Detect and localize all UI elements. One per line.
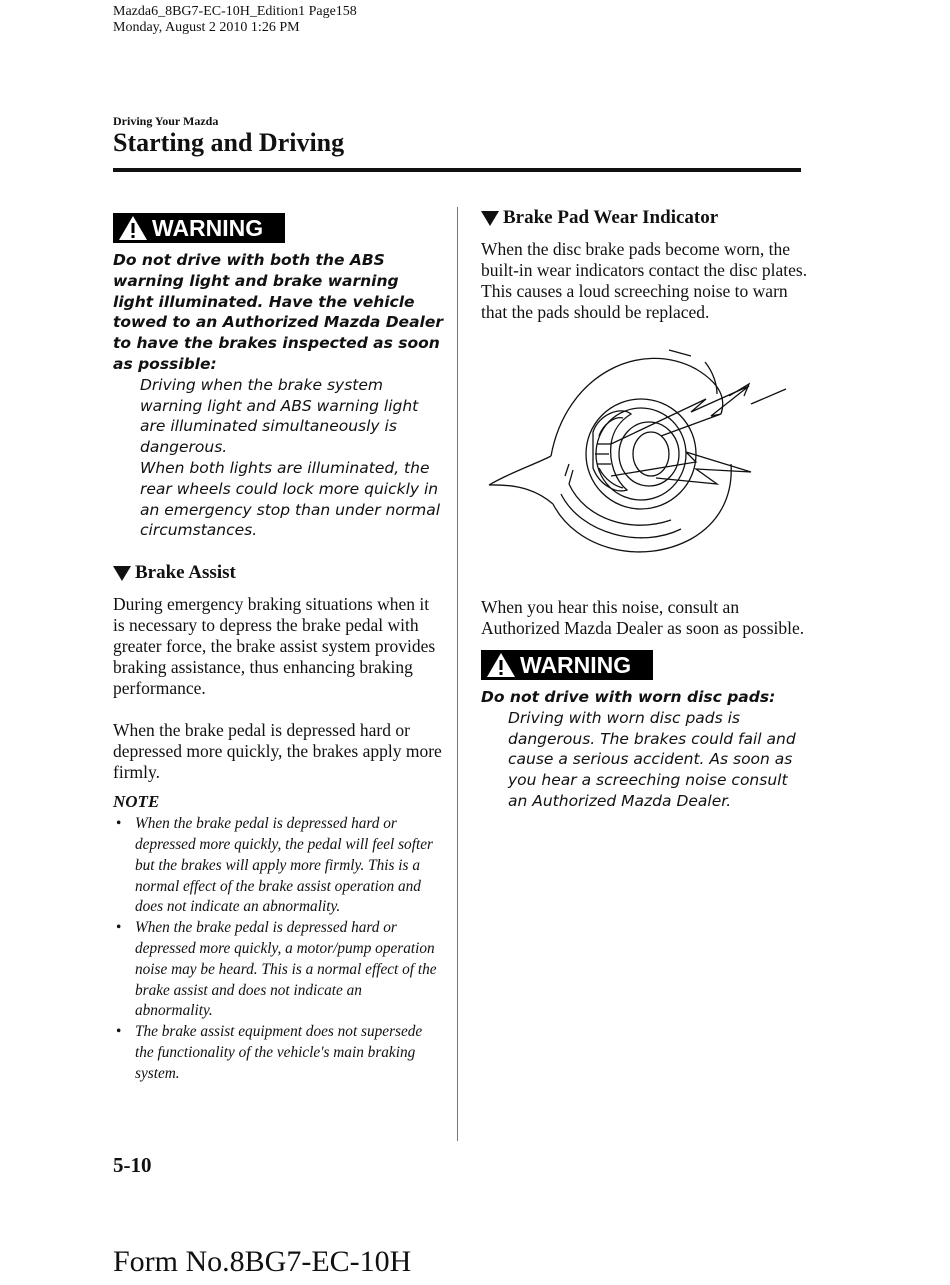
- column-divider: [457, 207, 458, 1141]
- warning-banner: [481, 650, 653, 680]
- warning-label: WARNING: [520, 651, 632, 678]
- warning-text: [113, 250, 443, 541]
- note-item: • When the brake pedal is depressed hard or depressed more quickly, a motor/pump operation noise may be heard. This is a normal effect of the brake assist and does not indicate an abnormality.: [113, 918, 443, 1022]
- note-item: • The brake assist equipment does not supersede the functionality of the vehicle's main braking system.: [113, 1022, 443, 1084]
- warning-banner: [113, 213, 285, 243]
- form-number: Form No.8BG7-EC-10H: [113, 1245, 412, 1278]
- warning-lead: Do not drive with worn disc pads:: [481, 688, 776, 706]
- print-header-line2: Monday, August 2 2010 1:26 PM: [113, 20, 300, 35]
- warning-triangle-icon: [486, 652, 516, 678]
- paragraph: During emergency braking situations when it is necessary to depress the brake pedal with greater force, the brake assist system provides braking assistance, thus enhancing braking performance.: [113, 594, 436, 699]
- section-heading-text: Brake Assist: [135, 562, 236, 584]
- section-triangle-icon: [481, 211, 499, 226]
- section-heading-text: Brake Pad Wear Indicator: [503, 207, 719, 228]
- note-heading: NOTE: [113, 792, 160, 812]
- paragraph: When you hear this noise, consult an Authorized Mazda Dealer as soon as possible.: [481, 597, 805, 638]
- warning-item: Driving when the brake system warning light and ABS warning light are illuminated simultaneously is dangerous.: [140, 375, 419, 457]
- brake-pad-wear-illustration: [481, 344, 811, 579]
- page-title: Starting and Driving: [113, 128, 345, 157]
- warning-label: WARNING: [152, 214, 264, 241]
- paragraph: When the disc brake pads become worn, the built-in wear indicators contact the disc plates. This causes a loud screeching noise to warn that the pads should be replaced.: [481, 239, 808, 322]
- note-list: [113, 814, 443, 1084]
- warning-text: [481, 687, 811, 812]
- title-rule: [113, 168, 801, 172]
- print-header: [113, 4, 357, 36]
- warning-triangle-icon: [118, 215, 148, 241]
- page-number: 5-10: [113, 1153, 152, 1177]
- note-item: • When the brake pedal is depressed hard or depressed more quickly, the pedal will feel softer but the brakes will apply more firmly. This is a normal effect of the brake assist operation and does not indicate an abnormality.: [113, 814, 443, 918]
- section-heading-brake-assist: [113, 562, 443, 584]
- breadcrumb: Driving Your Mazda: [113, 114, 219, 128]
- warning-lead: Do not drive with both the ABS warning light and brake warning light illuminated. Have the vehicle towed to an Authorized Mazda Dealer to have the brakes inspected as soon as possible:: [113, 251, 443, 373]
- paragraph: When the brake pedal is depressed hard or depressed more quickly, the brakes apply more firmly.: [113, 720, 442, 783]
- right-column: [481, 207, 811, 812]
- print-header-line1: Mazda6_8BG7-EC-10H_Edition1 Page158: [113, 4, 357, 19]
- warning-item: Driving with worn disc pads is dangerous. The brakes could fail and cause a serious accident. As soon as you hear a screeching noise consult an Authorized Mazda Dealer.: [508, 708, 796, 810]
- left-column: [113, 213, 443, 1085]
- section-triangle-icon: [113, 566, 131, 581]
- section-heading-brake-pad: [481, 207, 811, 229]
- warning-item: When both lights are illuminated, the rear wheels could lock more quickly in an emergency stop than under normal circumstances.: [140, 458, 441, 540]
